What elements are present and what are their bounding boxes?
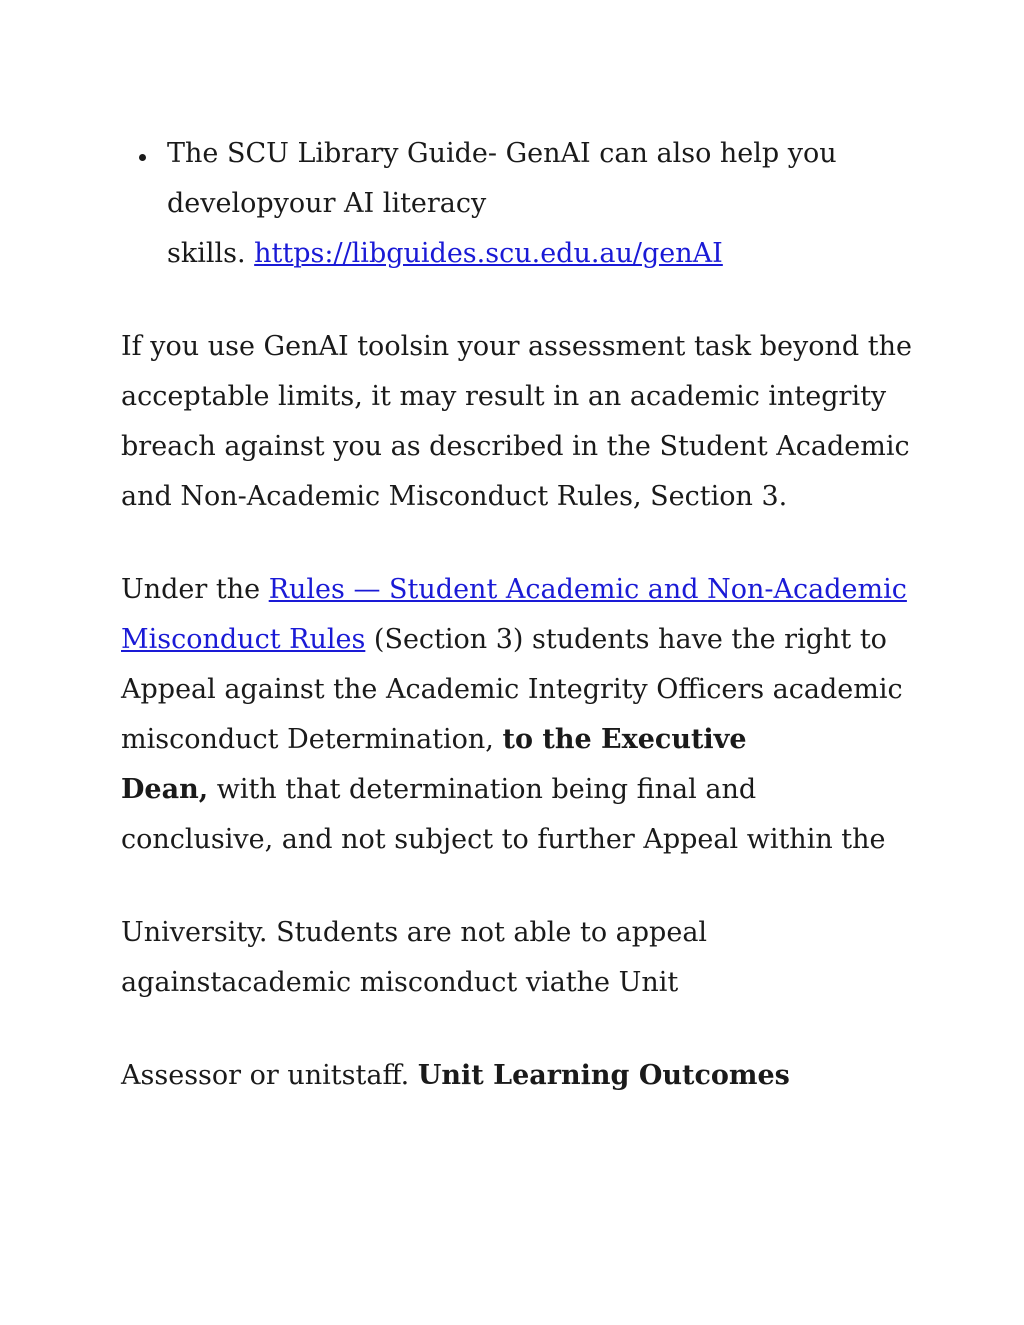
para2-line-5-text: with that determination being final and	[208, 774, 757, 805]
unit-learning-outcomes-heading: Unit Learning Outcomes	[417, 1060, 790, 1091]
rules-link-part-1[interactable]: Rules — Student Academic and Non-Academic	[268, 574, 907, 605]
bullet-line-3-text: skills.	[167, 238, 255, 269]
para1-line-3: breach against you as described in the Student Academic	[121, 431, 910, 462]
para1-line-1: If you use GenAI toolsin your assessment task beyond the	[121, 331, 912, 362]
rules-link-part-2[interactable]: Misconduct Rules	[121, 624, 366, 655]
bullet-line-2: developyour AI literacy	[167, 188, 487, 219]
para1-line-2: acceptable limits, it may result in an academic integrity	[121, 381, 887, 412]
para2-line-5-bold: Dean,	[121, 774, 209, 805]
libguides-link[interactable]: https://libguides.scu.edu.au/genAI	[254, 238, 723, 269]
para3-line-1: University. Students are not able to appeal	[121, 917, 708, 948]
para2-line-1	[121, 576, 907, 603]
bullet-dot-icon	[139, 154, 146, 161]
para2-line-6: conclusive, and not subject to further Appeal within the	[121, 824, 886, 855]
para2-line-5	[121, 776, 756, 803]
para2-line-4	[121, 726, 747, 753]
para2-line-3: Appeal against the Academic Integrity Officers academic	[121, 674, 903, 705]
para4-line-1-text: Assessor or unitstaff.	[121, 1060, 418, 1091]
para2-line-2	[121, 626, 887, 653]
para2-line-4-bold: to the Executive	[502, 724, 747, 755]
para1-line-4: and Non-Academic Misconduct Rules, Section 3.	[121, 481, 788, 512]
para4-line-1	[121, 1062, 790, 1089]
bullet-line-3	[167, 240, 723, 267]
para3-line-2: againstacademic misconduct viathe Unit	[121, 967, 679, 998]
para2-line-1-text: Under the	[121, 574, 269, 605]
para2-line-2-text: (Section 3) students have the right to	[365, 624, 887, 655]
bullet-line-1: The SCU Library Guide- GenAI can also help you	[167, 138, 837, 169]
para2-line-4-text: misconduct Determination,	[121, 724, 503, 755]
